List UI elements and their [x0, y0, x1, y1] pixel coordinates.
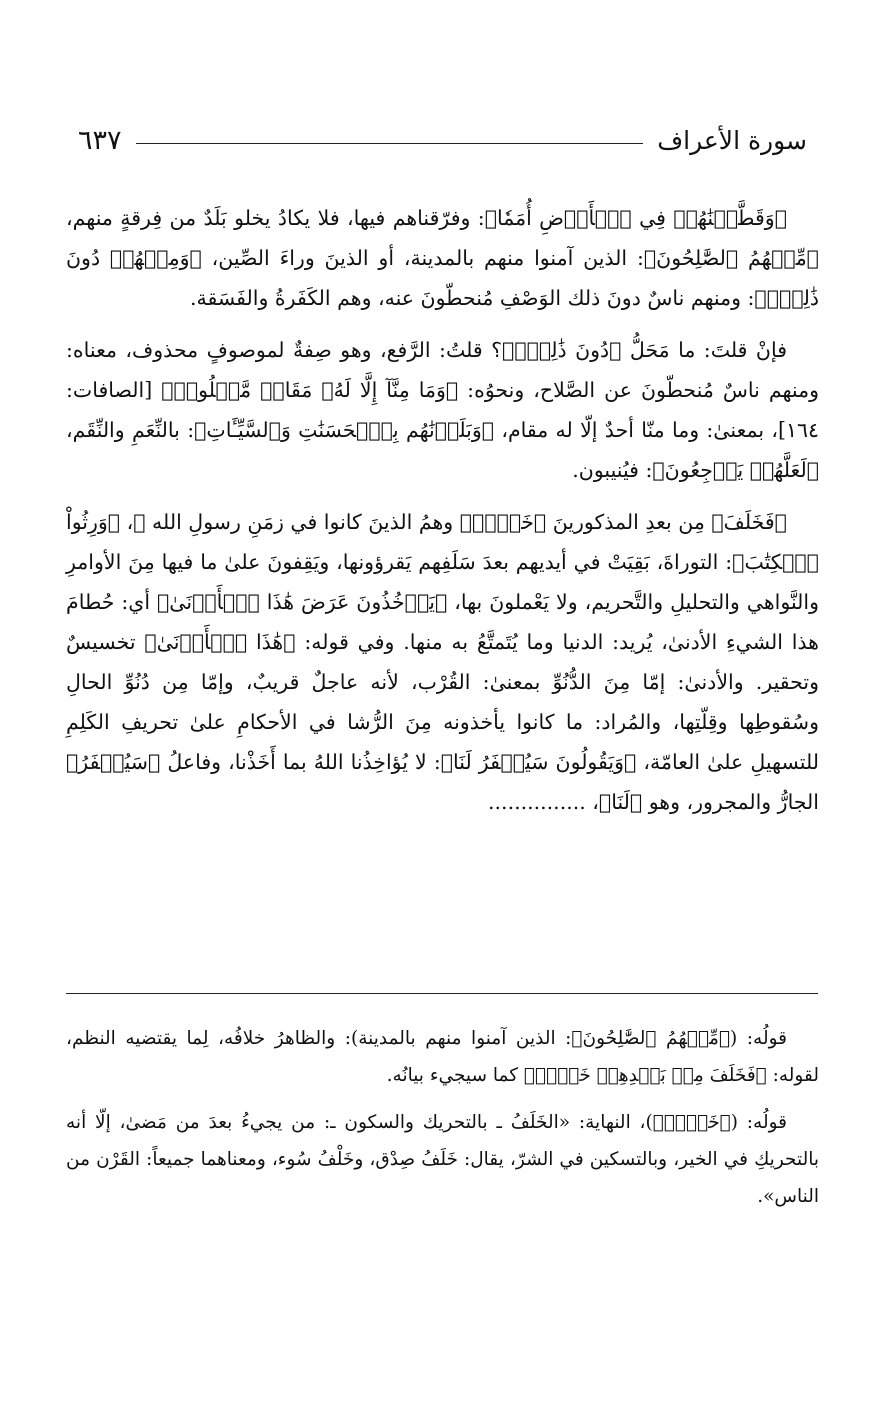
footnotes	[66, 1020, 819, 1225]
footnote-1: قولُه: (﴿مِّنۡهُمُ ٱلصَّٰلِحُونَ﴾: الذين آمنوا منهم بالمدينة): والظاهرُ خلافُه، لِما يقتضيه النظم، لقوله: ﴿فَخَلَفَ مِنۢ بَعۡدِهِمۡ خَلۡفٞ﴾ كما سيجيء بيانُه.	[66, 1028, 819, 1086]
footnote-divider	[66, 993, 818, 994]
main-paragraph-2: فإنْ قلتَ: ما مَحَلُّ ﴿دُونَ ذَٰلِكَۖ﴾؟ قلتُ: الرَّفع، وهو صِفةٌ لموصوفٍ محذوف، معناه: ومنهم ناسٌ مُنحطّونَ عن الصَّلاح، ونحوُه: ﴿وَمَا مِنَّآ إِلَّا لَهُۥ مَقَامٞ مَّعۡلُومٞ﴾ [الصافات: ١٦٤]، بمعنىٰ: وما منّا أحدٌ إلّا له مقام، ﴿وَبَلَوۡنَٰهُم بِٱلۡحَسَنَٰتِ وَٱلسَّيِّـَٔاتِ﴾: بالنِّعَمِ والنِّقَم، ﴿لَعَلَّهُمۡ يَرۡجِعُونَ﴾: فيُنيبون.	[66, 338, 819, 482]
surah-title: سورة الأعراف	[657, 125, 807, 155]
footnote-2: قولُه: (﴿خَلۡفٞ﴾)، النهاية: «الخَلَفُ ـ بالتحريك والسكون ـ: من يجيءُ بعدَ من مَضىٰ، إلّا أنه بالتحريكِ في الخير، وبالتسكين في الشرّ، يقال: خَلَفُ صِدْق، وخَلْفُ سُوء، ومعناهما جميعاً: القَرْن من الناس».	[66, 1112, 819, 1207]
page-number: ٦٣٧	[78, 124, 122, 156]
main-paragraph-3: ﴿فَخَلَفَ﴾ مِن بعدِ المذكورينَ ﴿خَلۡفٞ﴾ وهمُ الذينَ كانوا في زمَنِ رسولِ الله ﷺ، ﴿وَرِثُواْ ٱلۡكِتَٰبَ﴾: التوراةَ، بَقِيَتْ في أيديهم بعدَ سَلَفِهم يَقرؤونها، ويَقِفونَ علىٰ ما فيها مِنَ الأوامرِ والنَّواهي والتحليلِ والتَّحريم، ولا يَعْملونَ بها، ﴿يَأۡخُذُونَ عَرَضَ هَٰذَا ٱلۡأَدۡنَىٰ﴾ أي: حُطامَ هذا الشيءِ الأدنىٰ، يُريد: الدنيا وما يُتَمتَّعُ به منها. وفي قوله: ﴿هَٰذَا ٱلۡأَدۡنَىٰ﴾ تخسيسٌ وتحقير. والأدنىٰ: إمّا مِنَ الدُّنُوِّ بمعنىٰ: القُرْب، لأنه عاجلٌ قريبٌ، وإمّا مِن دُنُوِّ الحالِ وسُقوطِها وقِلّتِها، والمُراد: ما كانوا يأخذونه مِنَ الرُّشا في الأحكامِ علىٰ تحريفِ الكَلِمِ للتسهيلِ علىٰ العامّة، ﴿وَيَقُولُونَ سَيُغۡفَرُ لَنَا﴾: لا يُؤاخِذُنا اللهُ بما أَخَذْنا، وفاعلُ ﴿سَيُغۡفَرُ﴾ الجارُّ والمجرور، وهو ﴿لَنَا﴾، ...............	[66, 510, 819, 814]
page-header	[78, 118, 807, 162]
header-rule	[136, 143, 644, 144]
main-text	[66, 198, 819, 834]
main-paragraph-1: ﴿وَقَطَّعۡنَٰهُمۡ فِي ٱلۡأَرۡضِ أُمَمٗا﴾: وفرّقناهم فيها، فلا يكادُ يخلو بَلَدٌ من فِرقةٍ منهم، ﴿مِّنۡهُمُ ٱلصَّٰلِحُونَ﴾: الذين آمنوا منهم بالمدينة، أو الذينَ وراءَ الصِّين، ﴿وَمِنۡهُمۡ دُونَ ذَٰلِكَۖ﴾: ومنهم ناسٌ دونَ ذلك الوَصْفِ مُنحطّونَ عنه، وهم الكَفَرةُ والفَسَقة.	[66, 206, 819, 310]
